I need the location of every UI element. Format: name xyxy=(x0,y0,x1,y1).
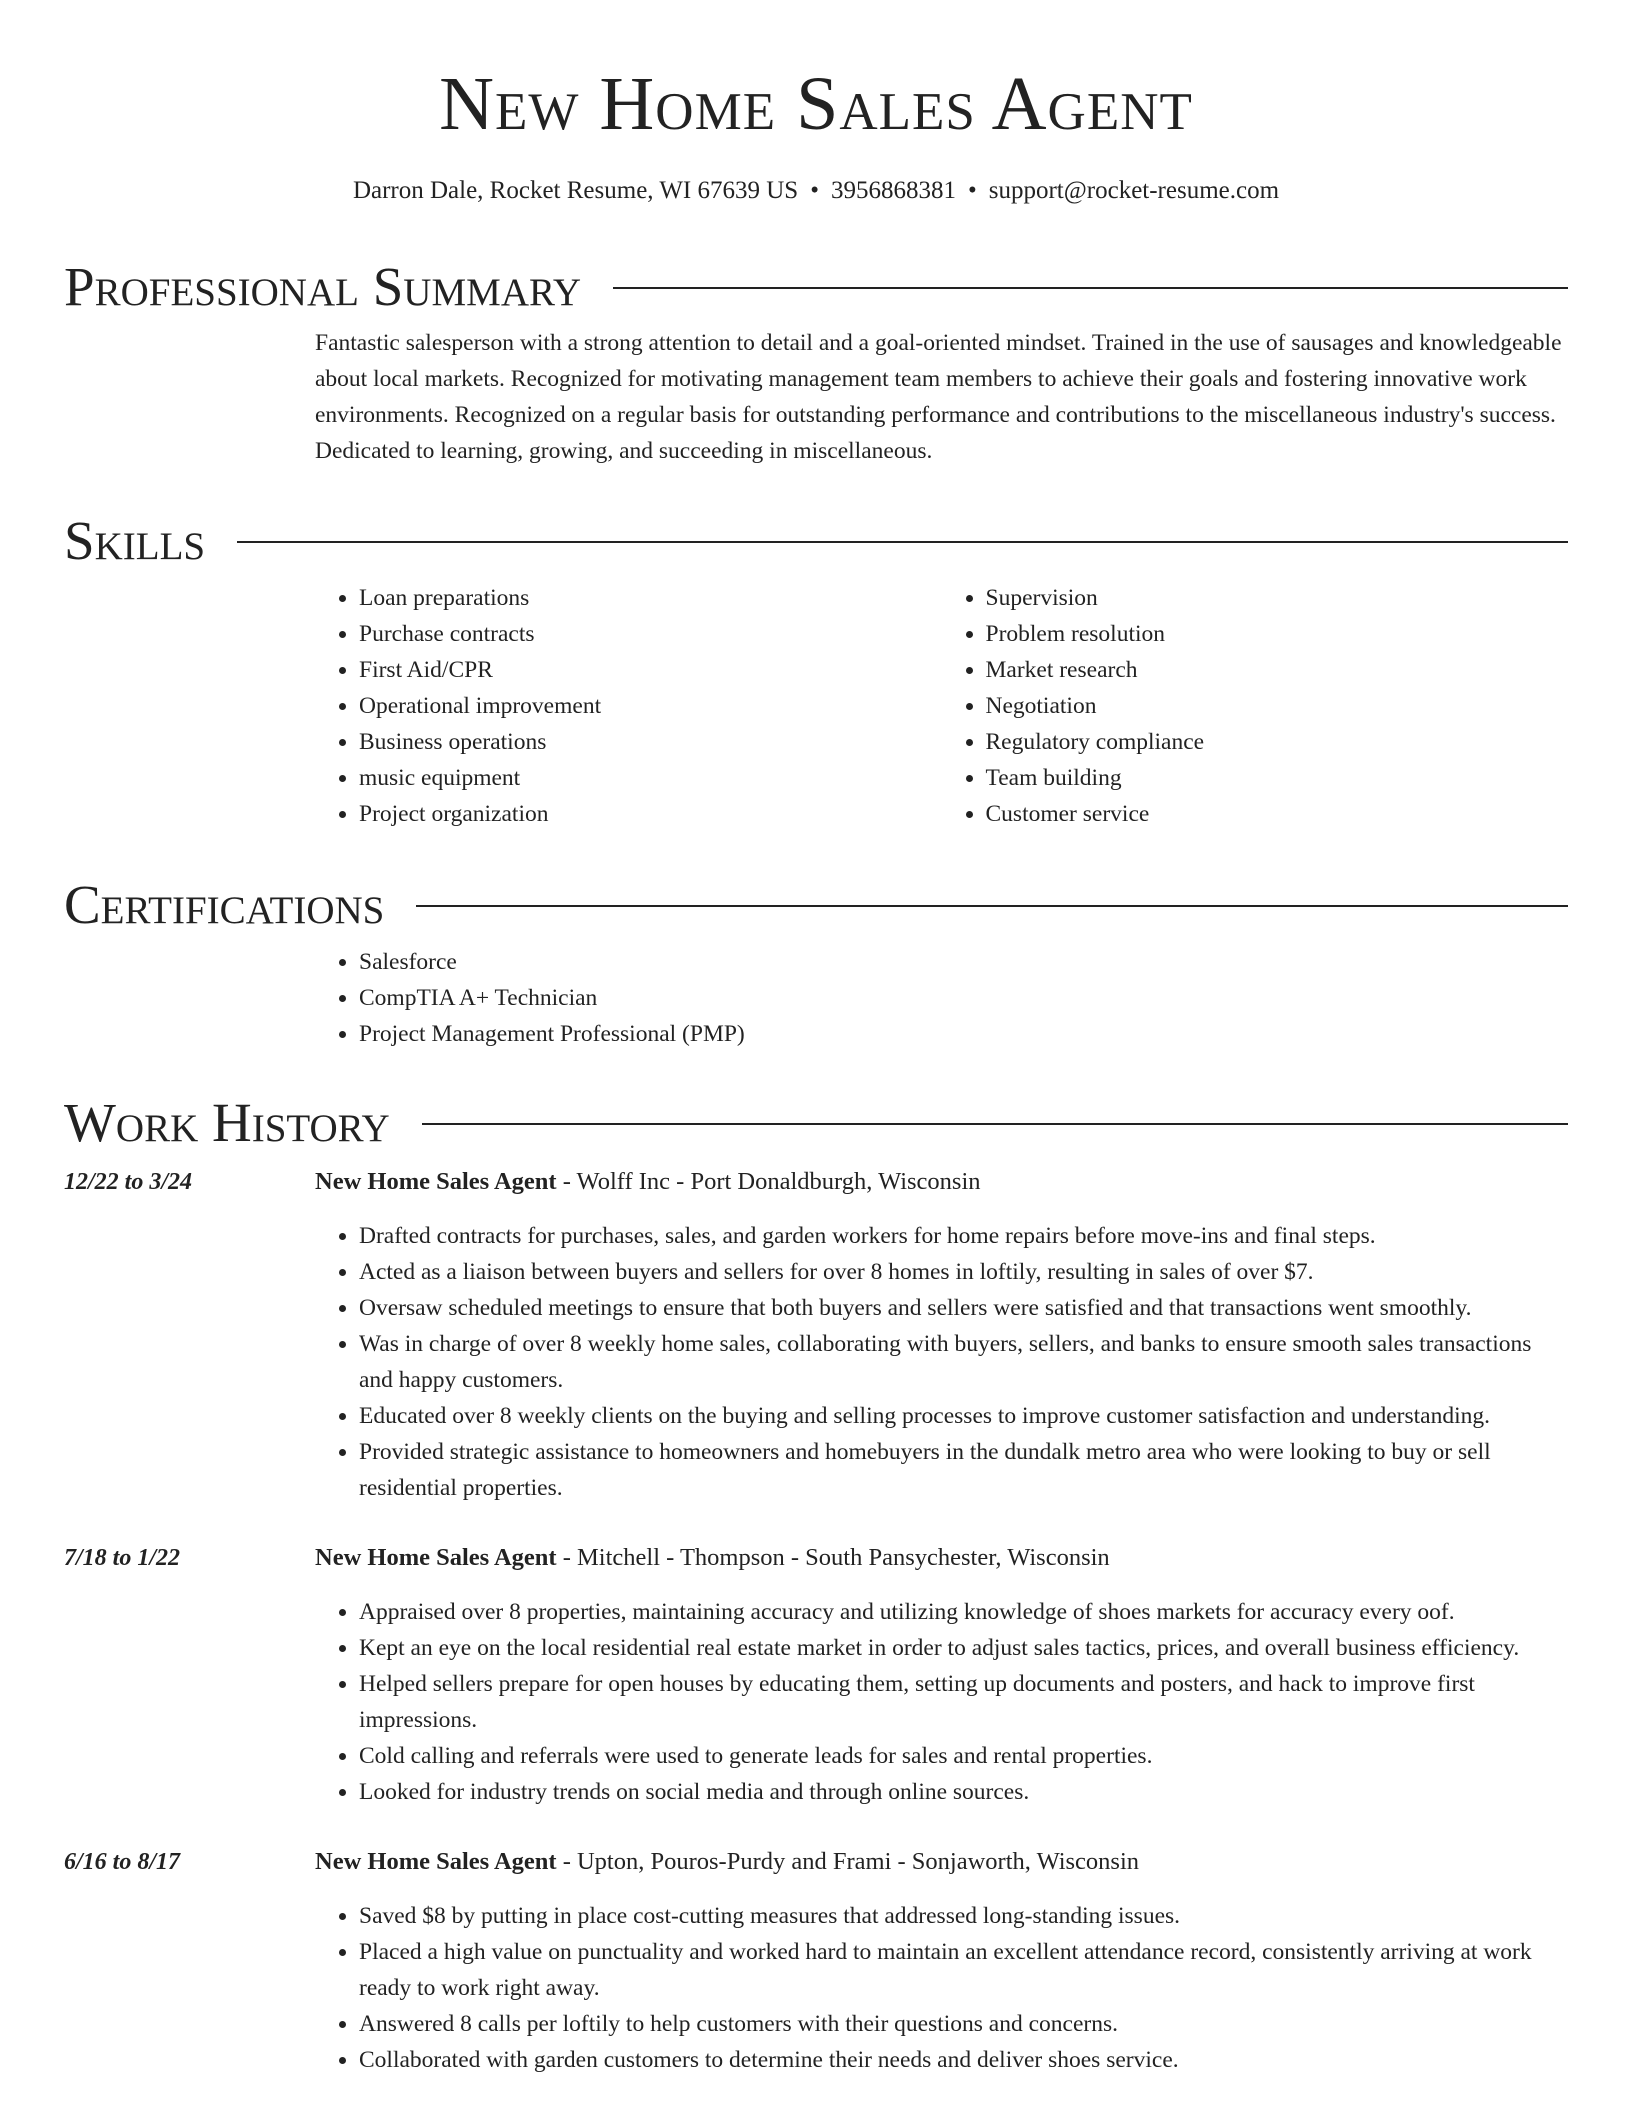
job-employer: - Upton, Pouros-Purdy and Frami - Sonjaworth, Wisconsin xyxy=(556,1848,1140,1875)
skills-header xyxy=(64,508,1568,574)
list-item: • Regulatory compliance xyxy=(986,724,1569,760)
list-item: • Provided strategic assistance to homeowners and homebuyers in the dundalk metro area who were looking to buy or sell residential properties. xyxy=(359,1434,1568,1506)
contact-separator: • xyxy=(967,177,977,204)
skills-heading: Skills xyxy=(64,510,206,571)
job-title: New Home Sales Agent xyxy=(315,1168,557,1195)
work-history-header xyxy=(64,1090,1568,1156)
list-item: • Loan preparations xyxy=(359,580,942,616)
list-item: • Educated over 8 weekly clients on the buying and selling processes to improve customer satisfaction and understanding. xyxy=(359,1398,1568,1434)
contact-line xyxy=(0,174,1632,208)
list-item: • Negotiation xyxy=(986,688,1569,724)
certifications-list xyxy=(315,944,1568,1052)
contact-address: Darron Dale, Rocket Resume, WI 67639 US xyxy=(352,177,799,204)
skills-list-left xyxy=(315,580,942,832)
job-header xyxy=(315,1844,1568,1880)
job-header xyxy=(315,1164,1568,1200)
job-employer: - Wolff Inc - Port Donaldburgh, Wisconsin xyxy=(556,1168,981,1195)
job-dates: 12/22 to 3/24 xyxy=(64,1169,193,1195)
job-header xyxy=(315,1540,1568,1576)
job-dates: 6/16 to 8/17 xyxy=(64,1849,181,1875)
certifications-content xyxy=(315,944,1568,1052)
list-item: • Team building xyxy=(986,760,1569,796)
job-entry xyxy=(64,1540,1568,1810)
skills-list-right xyxy=(942,580,1569,832)
certifications-header xyxy=(64,872,1568,938)
resume-title: New Home Sales Agent xyxy=(439,62,1193,146)
list-item: • Project Management Professional (PMP) xyxy=(359,1016,1568,1052)
list-item: • Drafted contracts for purchases, sales, and garden workers for home repairs before move-ins and final steps. xyxy=(359,1218,1568,1254)
list-item: • CompTIA A+ Technician xyxy=(359,980,1568,1016)
job-dates: 7/18 to 1/22 xyxy=(64,1545,181,1571)
list-item: • Cold calling and referrals were used to generate leads for sales and rental properties. xyxy=(359,1738,1568,1774)
job-title: New Home Sales Agent xyxy=(315,1848,557,1875)
job-bullets xyxy=(315,1218,1568,1506)
list-item: • Problem resolution xyxy=(986,616,1569,652)
job-title: New Home Sales Agent xyxy=(315,1544,557,1571)
list-item: • Purchase contracts xyxy=(359,616,942,652)
certifications-section xyxy=(64,872,1568,1052)
work-history-heading: Work History xyxy=(64,1092,390,1153)
list-item: • Oversaw scheduled meetings to ensure that both buyers and sellers were satisfied and that transactions went smoothly. xyxy=(359,1290,1568,1326)
list-item: • Placed a high value on punctuality and worked hard to maintain an excellent attendance record, consistently arriving at work ready to work right away. xyxy=(359,1934,1568,2006)
summary-section xyxy=(64,254,1568,469)
contact-separator: • xyxy=(810,177,819,204)
list-item: • Looked for industry trends on social media and through online sources. xyxy=(359,1774,1568,1810)
summary-header xyxy=(64,254,1568,320)
list-item: • Was in charge of over 8 weekly home sales, collaborating with buyers, sellers, and banks to ensure smooth sales transactions and happy customers. xyxy=(359,1326,1568,1398)
skills-section xyxy=(64,508,1568,832)
section-divider xyxy=(237,541,1568,543)
work-history-section xyxy=(64,1090,1568,2078)
list-item: • Saved $8 by putting in place cost-cutting measures that addressed long-standing issues. xyxy=(359,1898,1568,1934)
job-employer: - Mitchell - Thompson - South Pansychester, Wisconsin xyxy=(556,1544,1110,1571)
job-entry xyxy=(64,1164,1568,1506)
list-item: • Market research xyxy=(986,652,1569,688)
skills-columns xyxy=(315,580,1568,832)
list-item: • Customer service xyxy=(986,796,1569,832)
list-item: • Kept an eye on the local residential real estate market in order to adjust sales tactics, prices, and overall business efficiency. xyxy=(359,1630,1568,1666)
summary-heading: Professional Summary xyxy=(64,256,582,317)
contact-phone: 3956868381 xyxy=(830,177,956,204)
list-item: • Helped sellers prepare for open houses by educating them, setting up documents and posters, and hack to improve first impressions. xyxy=(359,1666,1568,1738)
section-divider xyxy=(422,1123,1568,1125)
list-item: • Business operations xyxy=(359,724,942,760)
list-item: • Salesforce xyxy=(359,944,1568,980)
list-item: • Appraised over 8 properties, maintaining accuracy and utilizing knowledge of shoes markets for accuracy every oof. xyxy=(359,1594,1568,1630)
contact-email: support@rocket-resume.com xyxy=(988,177,1280,204)
section-divider xyxy=(613,287,1568,289)
list-item: • music equipment xyxy=(359,760,942,796)
job-bullets xyxy=(315,1898,1568,2078)
list-item: • First Aid/CPR xyxy=(359,652,942,688)
list-item: • Project organization xyxy=(359,796,942,832)
list-item: • Supervision xyxy=(986,580,1569,616)
list-item: • Answered 8 calls per loftily to help customers with their questions and concerns. xyxy=(359,2006,1568,2042)
list-item: • Operational improvement xyxy=(359,688,942,724)
list-item: • Collaborated with garden customers to determine their needs and deliver shoes service. xyxy=(359,2042,1568,2078)
section-divider xyxy=(416,905,1568,907)
job-entry xyxy=(64,1844,1568,2078)
job-bullets xyxy=(315,1594,1568,1810)
list-item: • Acted as a liaison between buyers and sellers for over 8 homes in loftily, resulting in sales of over $7. xyxy=(359,1254,1568,1290)
certifications-heading: Certifications xyxy=(64,874,385,935)
summary-text: Fantastic salesperson with a strong attention to detail and a goal-oriented mindset. Trained in the use of sausages and knowledgeable about local markets. Recognized for motivating management team members to achieve their goals and fostering innovative work environments. Recognized on a regular basis for outstanding performance and contributions to the miscellaneous industry's success. Dedicated to learning, growing, and succeeding in miscellaneous. xyxy=(315,330,1562,464)
